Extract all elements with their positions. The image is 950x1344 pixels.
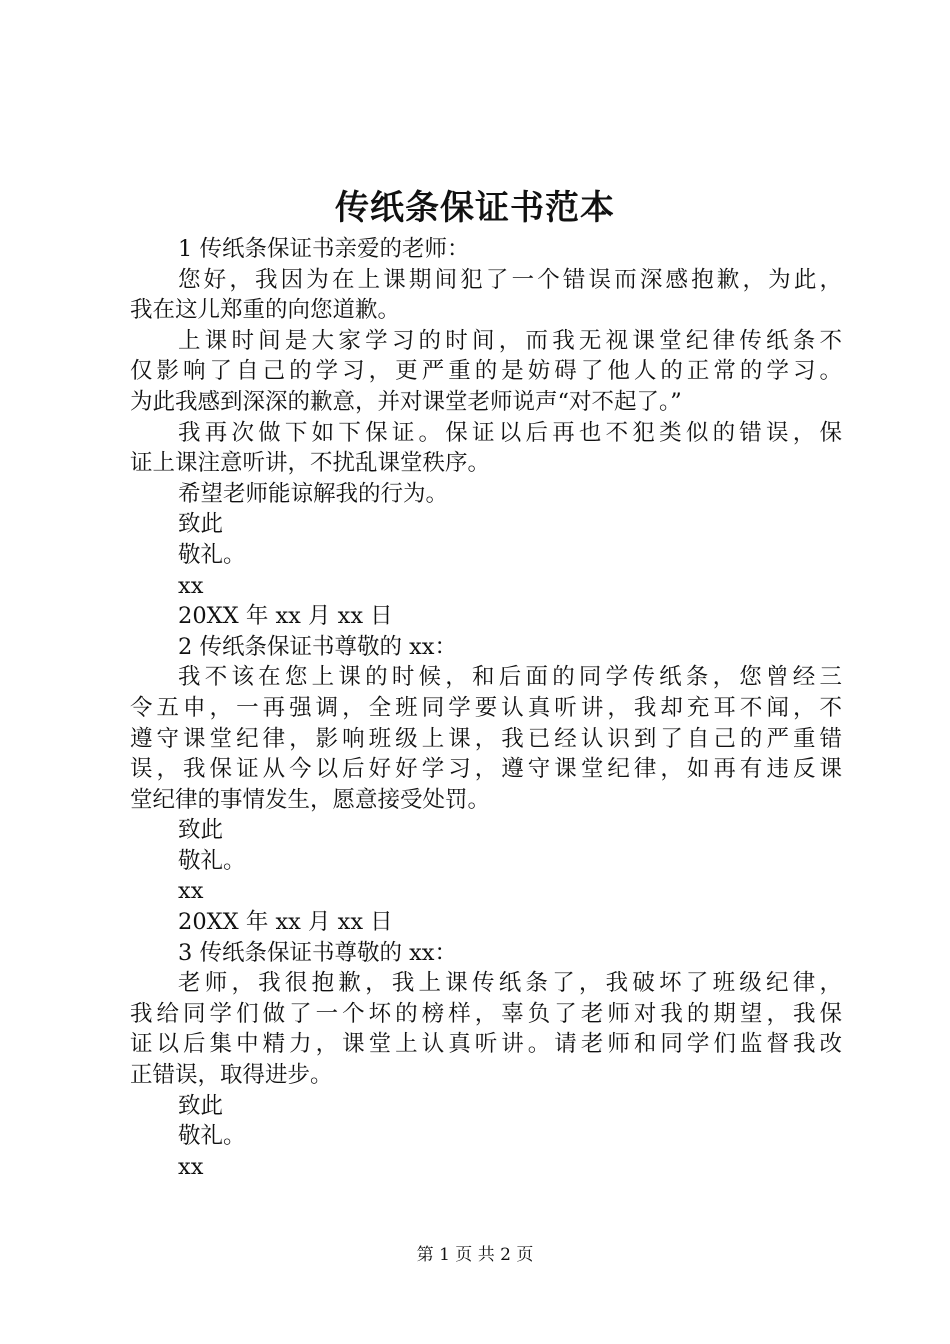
text-line: 致此 bbox=[178, 817, 224, 844]
text-line: xx bbox=[178, 572, 204, 599]
text-line: 我在这儿郑重的向您道歉。 bbox=[130, 297, 401, 324]
text-line: 令五申，一再强调，全班同学要认真听讲，我却充耳不闻，不 bbox=[130, 694, 842, 721]
text-line: xx bbox=[178, 878, 204, 905]
text-line: 1 传纸条保证书亲爱的老师： bbox=[178, 236, 470, 262]
text-line: 致此 bbox=[178, 1092, 224, 1119]
text-line: 2 传纸条保证书尊敬的 xx： bbox=[178, 633, 457, 660]
document-title: 传纸条保证书范本 bbox=[335, 188, 615, 228]
text-line: 遵守课堂纪律，影响班级上课，我已经认识到了自己的严重错 bbox=[130, 725, 842, 752]
text-line: 敬礼。 bbox=[178, 541, 246, 568]
text-line: 误，我保证从今以后好好学习，遵守课堂纪律，如再有违反课 bbox=[130, 756, 842, 783]
text-line: 正错误，取得进步。 bbox=[130, 1062, 333, 1089]
text-line: 希望老师能谅解我的行为。 bbox=[178, 480, 449, 507]
text-line: 20XX 年 xx 月 xx 日 bbox=[178, 909, 393, 936]
text-line: 老师，我很抱歉，我上课传纸条了，我破坏了班级纪律， bbox=[178, 970, 842, 997]
text-line: 为此我感到深深的歉意，并对课堂老师说声“对不起了。” bbox=[130, 388, 682, 415]
text-line: xx bbox=[178, 1153, 204, 1180]
text-line: 我不该在您上课的时候，和后面的同学传纸条，您曾经三 bbox=[178, 664, 842, 691]
text-line: 堂纪律的事情发生，愿意接受处罚。 bbox=[130, 786, 491, 813]
text-line: 20XX 年 xx 月 xx 日 bbox=[178, 603, 393, 630]
text-line: 您好，我因为在上课期间犯了一个错误而深感抱歉，为此， bbox=[178, 266, 842, 293]
text-line: 致此 bbox=[178, 511, 224, 538]
text-line: 证以后集中精力，课堂上认真听讲。请老师和同学们监督我改 bbox=[130, 1031, 842, 1058]
text-line: 3 传纸条保证书尊敬的 xx： bbox=[178, 939, 457, 966]
text-line: 仅影响了自己的学习，更严重的是妨碍了他人的正常的学习。 bbox=[130, 358, 842, 385]
text-line: 我给同学们做了一个坏的榜样，辜负了老师对我的期望，我保 bbox=[130, 1000, 842, 1027]
text-line: 证上课注意听讲，不扰乱课堂秩序。 bbox=[130, 450, 491, 477]
text-line: 我再次做下如下保证。保证以后再也不犯类似的错误，保 bbox=[178, 419, 842, 446]
text-line: 敬礼。 bbox=[178, 847, 246, 874]
text-line: 敬礼。 bbox=[178, 1123, 246, 1150]
text-line: 上课时间是大家学习的时间，而我无视课堂纪律传纸条不 bbox=[178, 327, 842, 354]
page-footer: 第 1 页 共 2 页 bbox=[416, 1245, 534, 1265]
document-body bbox=[130, 234, 842, 1182]
